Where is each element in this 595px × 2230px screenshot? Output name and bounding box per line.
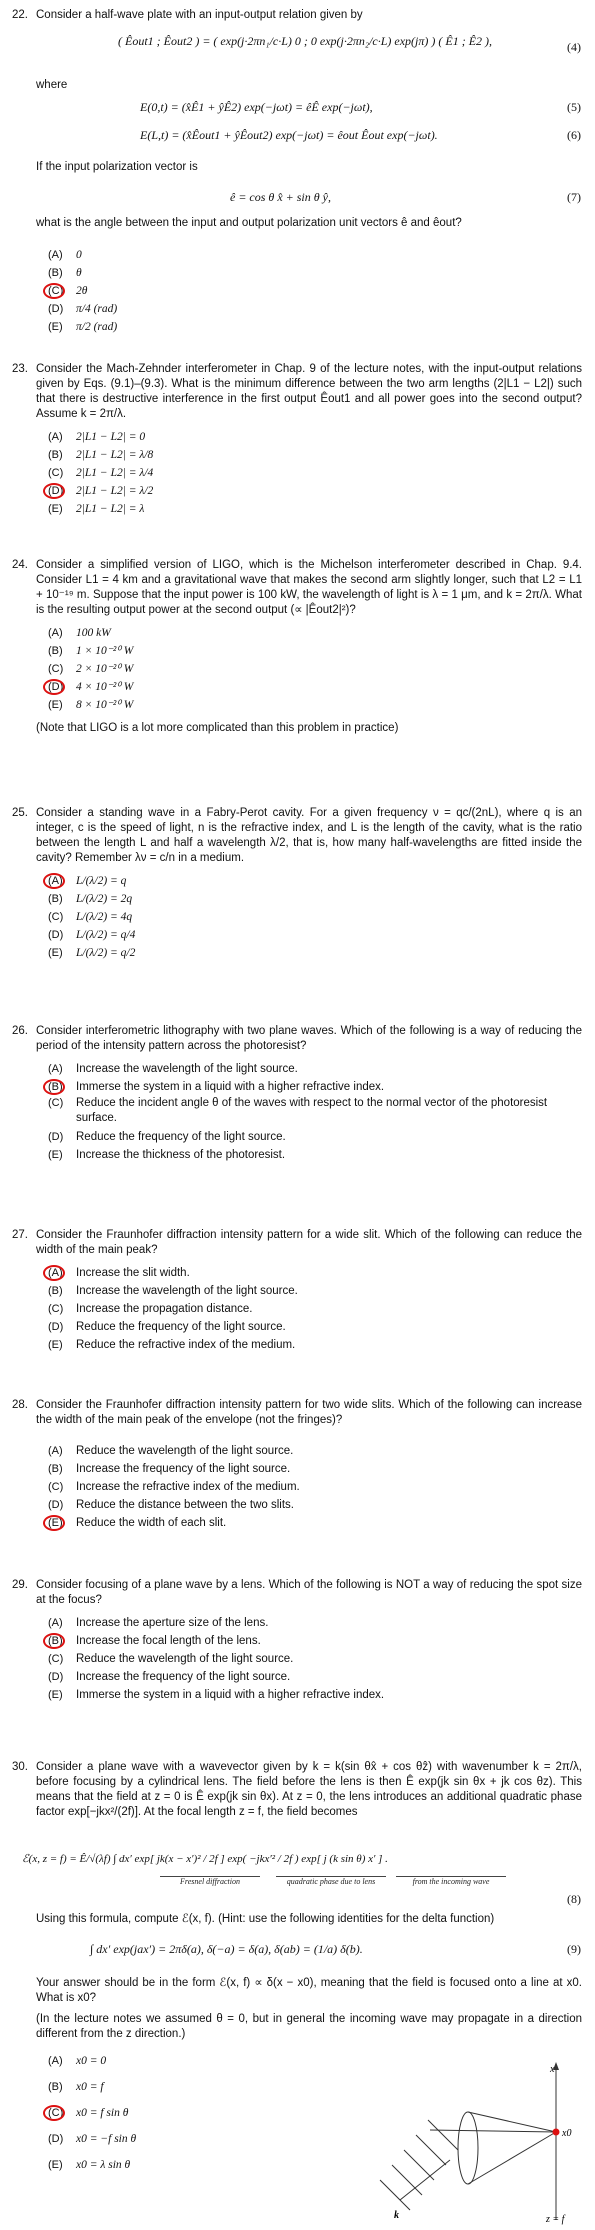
option-e[interactable] [48,944,582,962]
wavefront-line [428,2120,458,2150]
equation-number: (9) [567,1942,581,1956]
option-c[interactable] [48,1478,582,1496]
wavefront-line [416,2135,446,2165]
options-q30 [48,2052,136,2174]
k-label: k [394,2210,399,2221]
option-label: (A) [48,1617,63,1629]
option-text: 1 × 10⁻²⁰ W [76,645,134,657]
option-d[interactable] [48,678,582,696]
option-text: Reduce the distance between the two slits. [76,1499,294,1511]
option-text: Increase the refractive index of the medium. [76,1481,300,1493]
option-text: Reduce the wavelength of the light source. [76,1653,294,1665]
option-b[interactable] [48,446,582,464]
options-q28 [48,1442,582,1532]
option-text: Immerse the system in a liquid with a higher refractive index. [76,1689,385,1701]
option-text: x0 = f [76,2081,104,2093]
option-c[interactable] [48,908,582,926]
question-text: Consider a plane wave with a wavevector given by k = k(sin θx̂ + cos θẑ) with wavenumber k = 2π/λ, before focusing by a cylindrical lens. The field before the lens is then Ê exp(jk sin θx + jk cos θz). This means that the field at z = 0 is Ê exp(jk sin θx). At z = 0, the lens introduces an additional quadratic phase factor exp[−jkx²/(2f)]. At the focal length z = f, the field becomes [36,1761,582,1818]
question-number: 27. [12,1229,28,1241]
zf-label: z = f [546,2214,565,2225]
option-label: (E) [48,947,63,959]
option-text: L/(λ/2) = q/2 [76,947,136,959]
option-text: π/4 (rad) [76,303,118,315]
equation-4: ( Êout1 ; Êout2 ) = ( exp(j·2πn₁/c·L) 0 ; 0 exp(j·2πn₂/c·L) exp(jπ) ) ( Ê1 ; Ê2 ), [118,34,493,48]
option-label: (D) [48,2133,64,2145]
option-text: Reduce the width of each slit. [76,1517,227,1529]
equation-5: E(0,t) = (x̂Ê1 + ŷÊ2) exp(−jωt) = êÊ exp(−jωt), [140,100,373,114]
note: (Note that LIGO is a lot more complicated than this problem in practice) [36,722,399,734]
option-label: (B) [48,645,63,657]
option-text: θ [76,267,82,279]
selected-option-label: (D) [48,482,76,500]
option-e[interactable] [48,2156,136,2174]
option-text: Reduce the frequency of the light source. [76,1131,286,1143]
option-label: (E) [48,1689,63,1701]
option-text: x0 = f sin θ [76,2107,129,2119]
option-text: 2|L1 − L2| = λ/8 [76,449,154,461]
question-text: Consider a half-wave plate with an input-output relation given by [36,9,363,21]
option-label: (C) [48,911,64,923]
option-label: (A) [48,431,63,443]
option-label: (E) [48,2159,63,2171]
lens-phase-label: quadratic phase due to lens [276,1876,386,1886]
x-axis-label: x [550,2064,555,2075]
question-number: 22. [12,9,28,21]
question-23 [12,362,582,518]
option-b[interactable] [48,890,582,908]
option-b[interactable] [48,264,117,282]
option-label: (B) [48,2081,63,2093]
question-text: Consider the Mach-Zehnder interferometer in Chap. 9 of the lecture notes, with the input-output relations given by Eqs. (9.1)–(9.3). What is the minimum difference between the two arm lengths (2|L1 − L2|) such that there is destructive interference in the first output Êout1 and all power goes into the second output? Assume k = 2π/λ. [36,363,582,420]
option-d[interactable] [48,1128,582,1146]
option-text: x0 = 0 [76,2055,107,2067]
option-b[interactable] [48,1078,582,1096]
option-text: 2|L1 − L2| = 0 [76,431,146,443]
option-text: Increase the focal length of the lens. [76,1635,261,1647]
option-text: 2|L1 − L2| = λ [76,503,145,515]
question-text: Consider the Fraunhofer diffraction intensity pattern for a wide slit. Which of the following can reduce the width of the main peak? [36,1229,582,1256]
selected-option-label: (B) [48,1078,76,1096]
option-text: L/(λ/2) = 4q [76,911,133,923]
option-label: (C) [48,1097,64,1109]
option-label: (D) [48,1321,64,1333]
option-c[interactable] [48,1650,582,1668]
option-label: (B) [48,1285,63,1297]
option-d[interactable] [48,926,582,944]
equation-number: (5) [567,100,581,114]
options-q27 [48,1264,582,1354]
option-text: Increase the wavelength of the light source. [76,1063,298,1075]
option-label: (C) [48,663,64,675]
option-label: (C) [48,467,64,479]
selected-option-label: (C) [48,2104,76,2122]
option-label: (E) [48,699,63,711]
option-c[interactable] [48,660,582,678]
question-text: Consider a simplified version of LIGO, which is the Michelson interferometer described in Chap. 9.4. Consider L1 = 4 km and a gravitational wave that makes the second arm slightly longer, such that L2 = L1 + 10⁻¹⁹ m. Suppose that the input power is 100 kW, the wavelength of light is λ = 1 μm, and k = 2π/λ. What is the resulting output power at the second output (∝ |Êout2|²)? [36,559,582,616]
focus-point [553,2129,560,2136]
question-number: 24. [12,559,28,571]
x0-label: x0 [562,2128,572,2139]
option-text: Increase the wavelength of the light source. [76,1285,298,1297]
option-a[interactable] [48,246,117,264]
option-a[interactable] [48,1060,582,1078]
question-24 [12,558,582,734]
selected-option-label: (E) [48,1514,76,1532]
options-q23 [48,428,582,518]
option-e[interactable] [48,1514,582,1532]
question-text: (In the lecture notes we assumed θ = 0, but in general the incoming wave may propagate in a direction different from the z direction.) [36,2013,582,2040]
equation-9: ∫ dx′ exp(jax′) = 2πδ(a), δ(−a) = δ(a), δ(ab) = (1/a) δ(b). [90,1942,363,1956]
option-text: 2θ [76,285,88,297]
option-b[interactable] [48,2078,136,2096]
option-d[interactable] [48,1668,582,1686]
option-text: π/2 (rad) [76,321,118,333]
option-b[interactable] [48,642,582,660]
question-text: Using this formula, compute ℰ(x, f). (Hint: use the following identities for the delta function) [36,1913,495,1925]
option-a[interactable] [48,1614,582,1632]
option-label: (E) [48,1339,63,1351]
option-d[interactable] [48,482,582,500]
equation-number: (8) [567,1892,581,1906]
option-text: x0 = λ sin θ [76,2159,131,2171]
equation-8: ℰ(x, z = f) = Ê/√(λf) ∫ dx′ exp[ jk(x − x′)² / 2f ] exp( −jkx′² / 2f ) exp[ j (k sin θ) x′ ] . [22,1853,388,1865]
question-number: 23. [12,363,28,375]
question-22 [12,8,582,23]
wavefront-line [392,2165,422,2195]
selected-option-label: (B) [48,1632,76,1650]
option-text: Increase the propagation distance. [76,1303,253,1315]
selected-option-label: (C) [48,282,76,300]
option-text: x0 = −f sin θ [76,2133,137,2145]
ray [468,2132,556,2184]
option-text: 100 kW [76,627,111,639]
option-text: 4 × 10⁻²⁰ W [76,681,134,693]
option-a[interactable] [48,1442,582,1460]
option-text: 8 × 10⁻²⁰ W [76,699,134,711]
option-text: Immerse the system in a liquid with a higher refractive index. [76,1081,385,1093]
options-q25 [48,872,582,962]
option-label: (B) [48,893,63,905]
option-a[interactable] [48,1264,582,1282]
ray [430,2130,556,2132]
selected-option-label: (A) [48,1264,76,1282]
option-label: (A) [48,1445,63,1457]
option-d[interactable] [48,1496,582,1514]
option-text: Reduce the refractive index of the medium. [76,1339,296,1351]
option-label: (D) [48,929,64,941]
option-e[interactable] [48,500,582,518]
option-text: Increase the frequency of the light source. [76,1463,291,1475]
option-text: 2|L1 − L2| = λ/2 [76,485,154,497]
equation-6: E(L,t) = (x̂Êout1 + ŷÊout2) exp(−jωt) = êout Êout exp(−jωt). [140,128,438,142]
option-text: L/(λ/2) = q [76,875,127,887]
question-text: Consider the Fraunhofer diffraction intensity pattern for two wide slits. Which of the following can increase the width of the main peak of the envelope (not the fringes)? [36,1399,582,1426]
option-a[interactable] [48,2052,136,2070]
option-text: 0 [76,249,82,261]
option-label: (D) [48,303,64,315]
option-b[interactable] [48,1282,582,1300]
question-28 [12,1398,582,1532]
option-c[interactable] [48,282,117,300]
question-text: Your answer should be in the form ℰ(x, f) ∝ δ(x − x0), meaning that the field is focused onto a line at x0. What is x0? [36,1977,582,2004]
option-text: Increase the aperture size of the lens. [76,1617,269,1629]
option-e[interactable] [48,1686,582,1704]
option-d[interactable] [48,300,117,318]
options-q26 [48,1060,582,1164]
option-e[interactable] [48,1336,582,1354]
option-text: Increase the slit width. [76,1267,190,1279]
question-number: 28. [12,1399,28,1411]
option-label: (B) [48,267,63,279]
equation-number: (4) [567,40,581,54]
option-c[interactable] [48,1096,582,1128]
option-text: Reduce the frequency of the light source. [76,1321,286,1333]
option-e[interactable] [48,696,582,714]
option-text: Reduce the wavelength of the light source. [76,1445,294,1457]
option-text: 2|L1 − L2| = λ/4 [76,467,154,479]
option-text: Reduce the incident angle θ of the waves with respect to the normal vector of the photoresist surface. [76,1097,548,1124]
selected-option-label: (D) [48,678,76,696]
options-q24 [48,624,582,714]
option-label: (C) [48,1653,64,1665]
option-label: (A) [48,249,63,261]
option-d[interactable] [48,1318,582,1336]
option-label: (D) [48,1499,64,1511]
option-a[interactable] [48,624,582,642]
option-text: L/(λ/2) = 2q [76,893,133,905]
option-a[interactable] [48,872,582,890]
option-c[interactable] [48,2104,136,2122]
wavefront-line [404,2150,434,2180]
option-b[interactable] [48,1460,582,1478]
question-27 [12,1228,582,1354]
question-30 [12,1760,582,1820]
question-text: If the input polarization vector is [36,161,198,173]
option-e[interactable] [48,318,117,336]
question-25 [12,806,582,962]
question-number: 25. [12,807,28,819]
question-text: Consider focusing of a plane wave by a lens. Which of the following is NOT a way of reducing the spot size at the focus? [36,1579,582,1606]
option-label: (A) [48,1063,63,1075]
equation-7: ê = cos θ x̂ + sin θ ŷ, [230,190,331,204]
option-label: (B) [48,449,63,461]
selected-option-label: (A) [48,872,76,890]
option-c[interactable] [48,1300,582,1318]
question-26 [12,1024,582,1164]
option-label: (A) [48,2055,63,2067]
ray [468,2112,556,2132]
option-text: Increase the thickness of the photoresist. [76,1149,286,1161]
option-text: 2 × 10⁻²⁰ W [76,663,134,675]
option-text: Increase the frequency of the light source. [76,1671,291,1683]
question-text: Consider interferometric lithography with two plane waves. Which of the following is a way of reducing the period of the intensity pattern across the photoresist? [36,1025,582,1052]
options-q22 [48,246,117,336]
option-label: (B) [48,1463,63,1475]
question-number: 29. [12,1579,28,1591]
option-b[interactable] [48,1632,582,1650]
question-text: Consider a standing wave in a Fabry-Perot cavity. For a given frequency ν = qc/(2nL), where q is an integer, c is the speed of light, n is the refractive index, and L is the length of the cavity, what is the ratio between the length L and half a wavelength λ/2, that is, how many half-wavelengths are fitted inside the cavity? Remember λν = c/n in a medium. [36,807,582,864]
option-text: L/(λ/2) = q/4 [76,929,136,941]
option-e[interactable] [48,1146,582,1164]
incoming-wave-label: from the incoming wave [396,1876,506,1886]
question-text: what is the angle between the input and output polarization unit vectors ê and êout? [36,217,462,229]
focusing-diagram [360,2060,585,2225]
equation-number: (7) [567,190,581,204]
option-label: (C) [48,1481,64,1493]
option-label: (E) [48,321,63,333]
question-29 [12,1578,582,1704]
question-number: 26. [12,1025,28,1037]
option-d[interactable] [48,2130,136,2148]
option-label: (D) [48,1131,64,1143]
where-text: where [36,79,68,91]
option-a[interactable] [48,428,582,446]
equation-number: (6) [567,128,581,142]
option-label: (E) [48,1149,63,1161]
option-label: (E) [48,503,63,515]
fresnel-label: Fresnel diffraction [160,1876,260,1886]
question-number: 30. [12,1761,28,1773]
lens-shape [458,2112,478,2184]
options-q29 [48,1614,582,1704]
option-label: (C) [48,1303,64,1315]
option-label: (D) [48,1671,64,1683]
option-c[interactable] [48,464,582,482]
option-label: (A) [48,627,63,639]
